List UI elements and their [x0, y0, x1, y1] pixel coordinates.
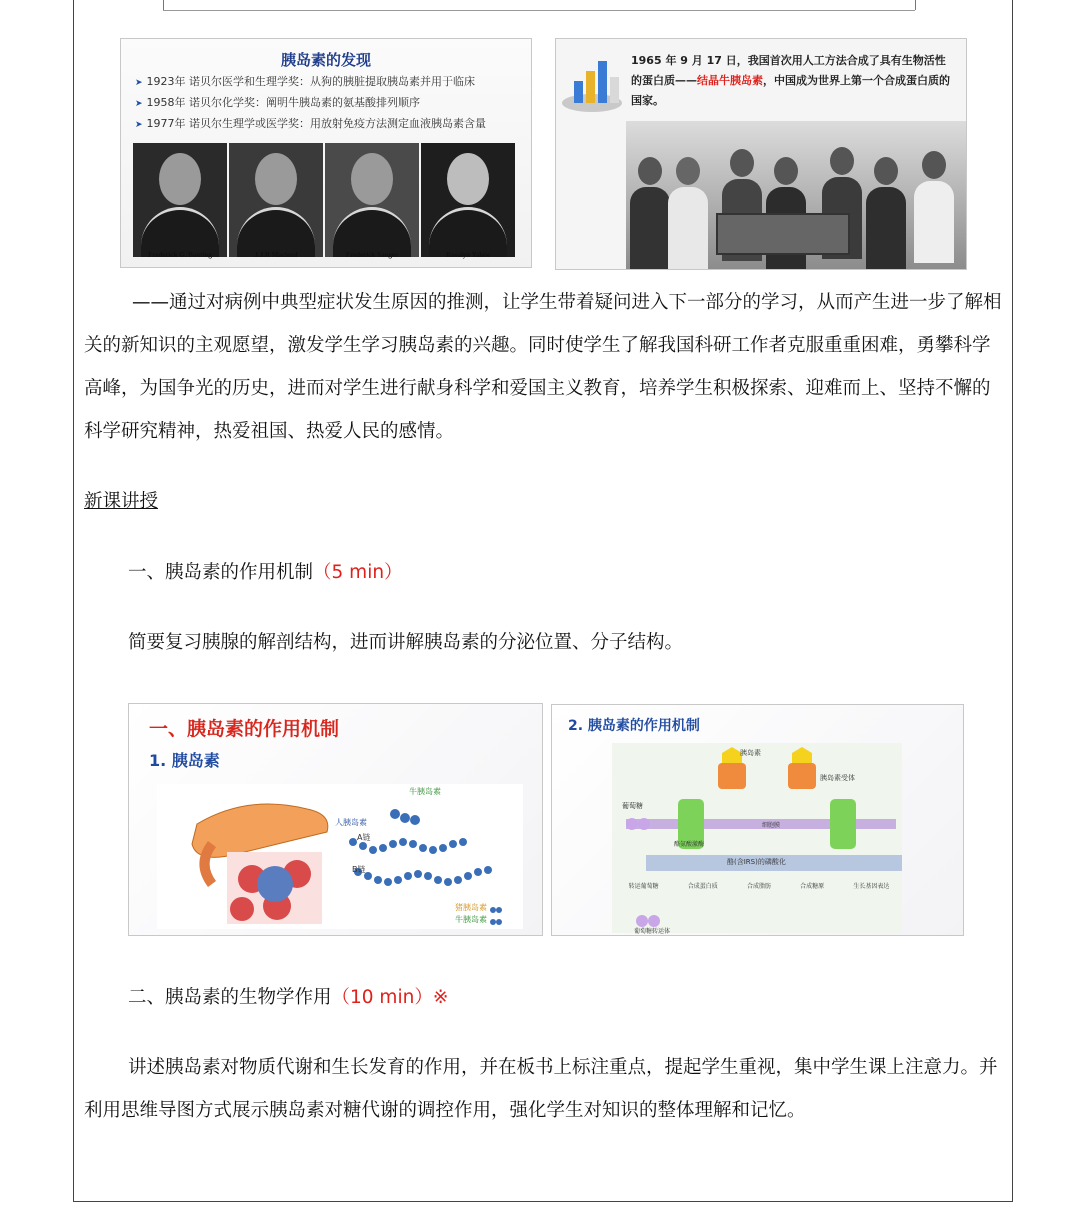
portrait-caption: J.J.R Macleod	[254, 251, 298, 259]
arrow-icon: ➤	[135, 99, 143, 109]
section-heading: 新课讲授	[84, 491, 159, 512]
diagram-label: 胰岛素	[740, 749, 761, 757]
slide-subtitle: 1. 胰岛素	[149, 751, 220, 770]
scientists-photo	[626, 121, 966, 269]
bullet-item: ➤ 1977年 诺贝尔生理学或医学奖：用放射免疫方法测定血液胰岛素含量	[135, 117, 487, 130]
top-margin-tick	[163, 0, 164, 10]
bullet-item: ➤ 1958年 诺贝尔化学奖：阐明牛胰岛素的氨基酸排列顺序	[135, 96, 421, 109]
diagram-label: 牛胰岛素	[455, 915, 487, 924]
slide-title: 2. 胰岛素的作用机制	[568, 718, 700, 734]
diagram-label: 胰岛素受体	[820, 774, 855, 782]
diagram-label: 酪氨酸激酶	[674, 841, 705, 848]
portrait-photo	[325, 143, 419, 257]
arrow-icon: ➤	[135, 120, 143, 130]
section-title: 二、胰岛素的生物学作用（10 min）※	[128, 987, 449, 1008]
paragraph: 简要复习胰腺的解剖结构，进而讲解胰岛素的分泌位置、分子结构。	[128, 632, 684, 653]
bar-chart-icon	[560, 53, 630, 123]
section-title: 一、胰岛素的作用机制（5 min）	[128, 562, 403, 583]
diagram-label: 牛胰岛素	[409, 787, 441, 796]
insulin-structure-slide	[128, 703, 543, 936]
portrait-photo	[133, 143, 227, 257]
diagram-outputs: 转运葡萄糖 合成蛋白质 合成脂肪 合成糖原 生长基因表达	[628, 883, 890, 890]
diagram-label: 细胞膜	[762, 822, 781, 829]
top-margin-tick	[915, 0, 916, 10]
bullet-item: ➤ 1923年 诺贝尔医学和生理学奖：从狗的胰脏提取胰岛素并用于临床	[135, 75, 476, 88]
slide-title: 一、胰岛素的作用机制	[149, 718, 340, 740]
diagram-label: B链	[352, 865, 366, 874]
portrait-caption: Frederick Sanger	[345, 251, 399, 259]
diagram-label: 猪胰岛素	[455, 903, 487, 912]
portrait-caption: Rosalyn Yalow	[446, 251, 490, 259]
paragraph: ——通过对病例中典型症状发生原因的推测，让学生带着疑问进入下一部分的学习，从而产生进一步了解相关的新知识的主观愿望，激发学生学习胰岛素的兴趣。同时使学生了解我国科研工作者克服重重困难，勇攀科学高峰，为国争光的历史，进而对学生进行献身科学和爱国主义教育，培养学生积极探索、迎难而上、坚持不懈的科学研究精神，热爱祖国、热爱人民的感情。	[84, 292, 1002, 442]
slide-text: 1965 年 9 月 17 日，我国首次用人工方法合成了具有生物活性的蛋白质——结晶牛胰岛素，中国成为世界上第一个合成蛋白质的国家。	[631, 54, 950, 107]
top-rule	[163, 10, 915, 11]
portrait-caption: Frederick G. Banting	[148, 251, 212, 259]
diagram-label: 酪(含IRS)的磷酸化	[727, 858, 786, 866]
pancreas-diagram	[157, 784, 523, 929]
diagram-label: 葡萄糖转运体	[634, 928, 671, 935]
insulin-mechanism-slide	[551, 704, 964, 936]
diagram-label: 葡萄糖	[622, 802, 643, 810]
portrait-photo	[421, 143, 515, 257]
receptor-diagram	[612, 743, 902, 933]
insulin-discovery-slide	[120, 38, 532, 268]
diagram-label: A链	[357, 833, 371, 842]
arrow-icon: ➤	[135, 78, 143, 88]
portrait-photo	[229, 143, 323, 257]
slide-title: 胰岛素的发现	[280, 51, 371, 69]
diagram-label: 人胰岛素	[335, 818, 367, 827]
paragraph: 讲述胰岛素对物质代谢和生长发育的作用，并在板书上标注重点，提起学生重视，集中学生课上注意力。并利用思维导图方式展示胰岛素对糖代谢的调控作用，强化学生对知识的整体理解和记忆。	[84, 1057, 998, 1121]
synthetic-insulin-slide	[555, 38, 967, 270]
